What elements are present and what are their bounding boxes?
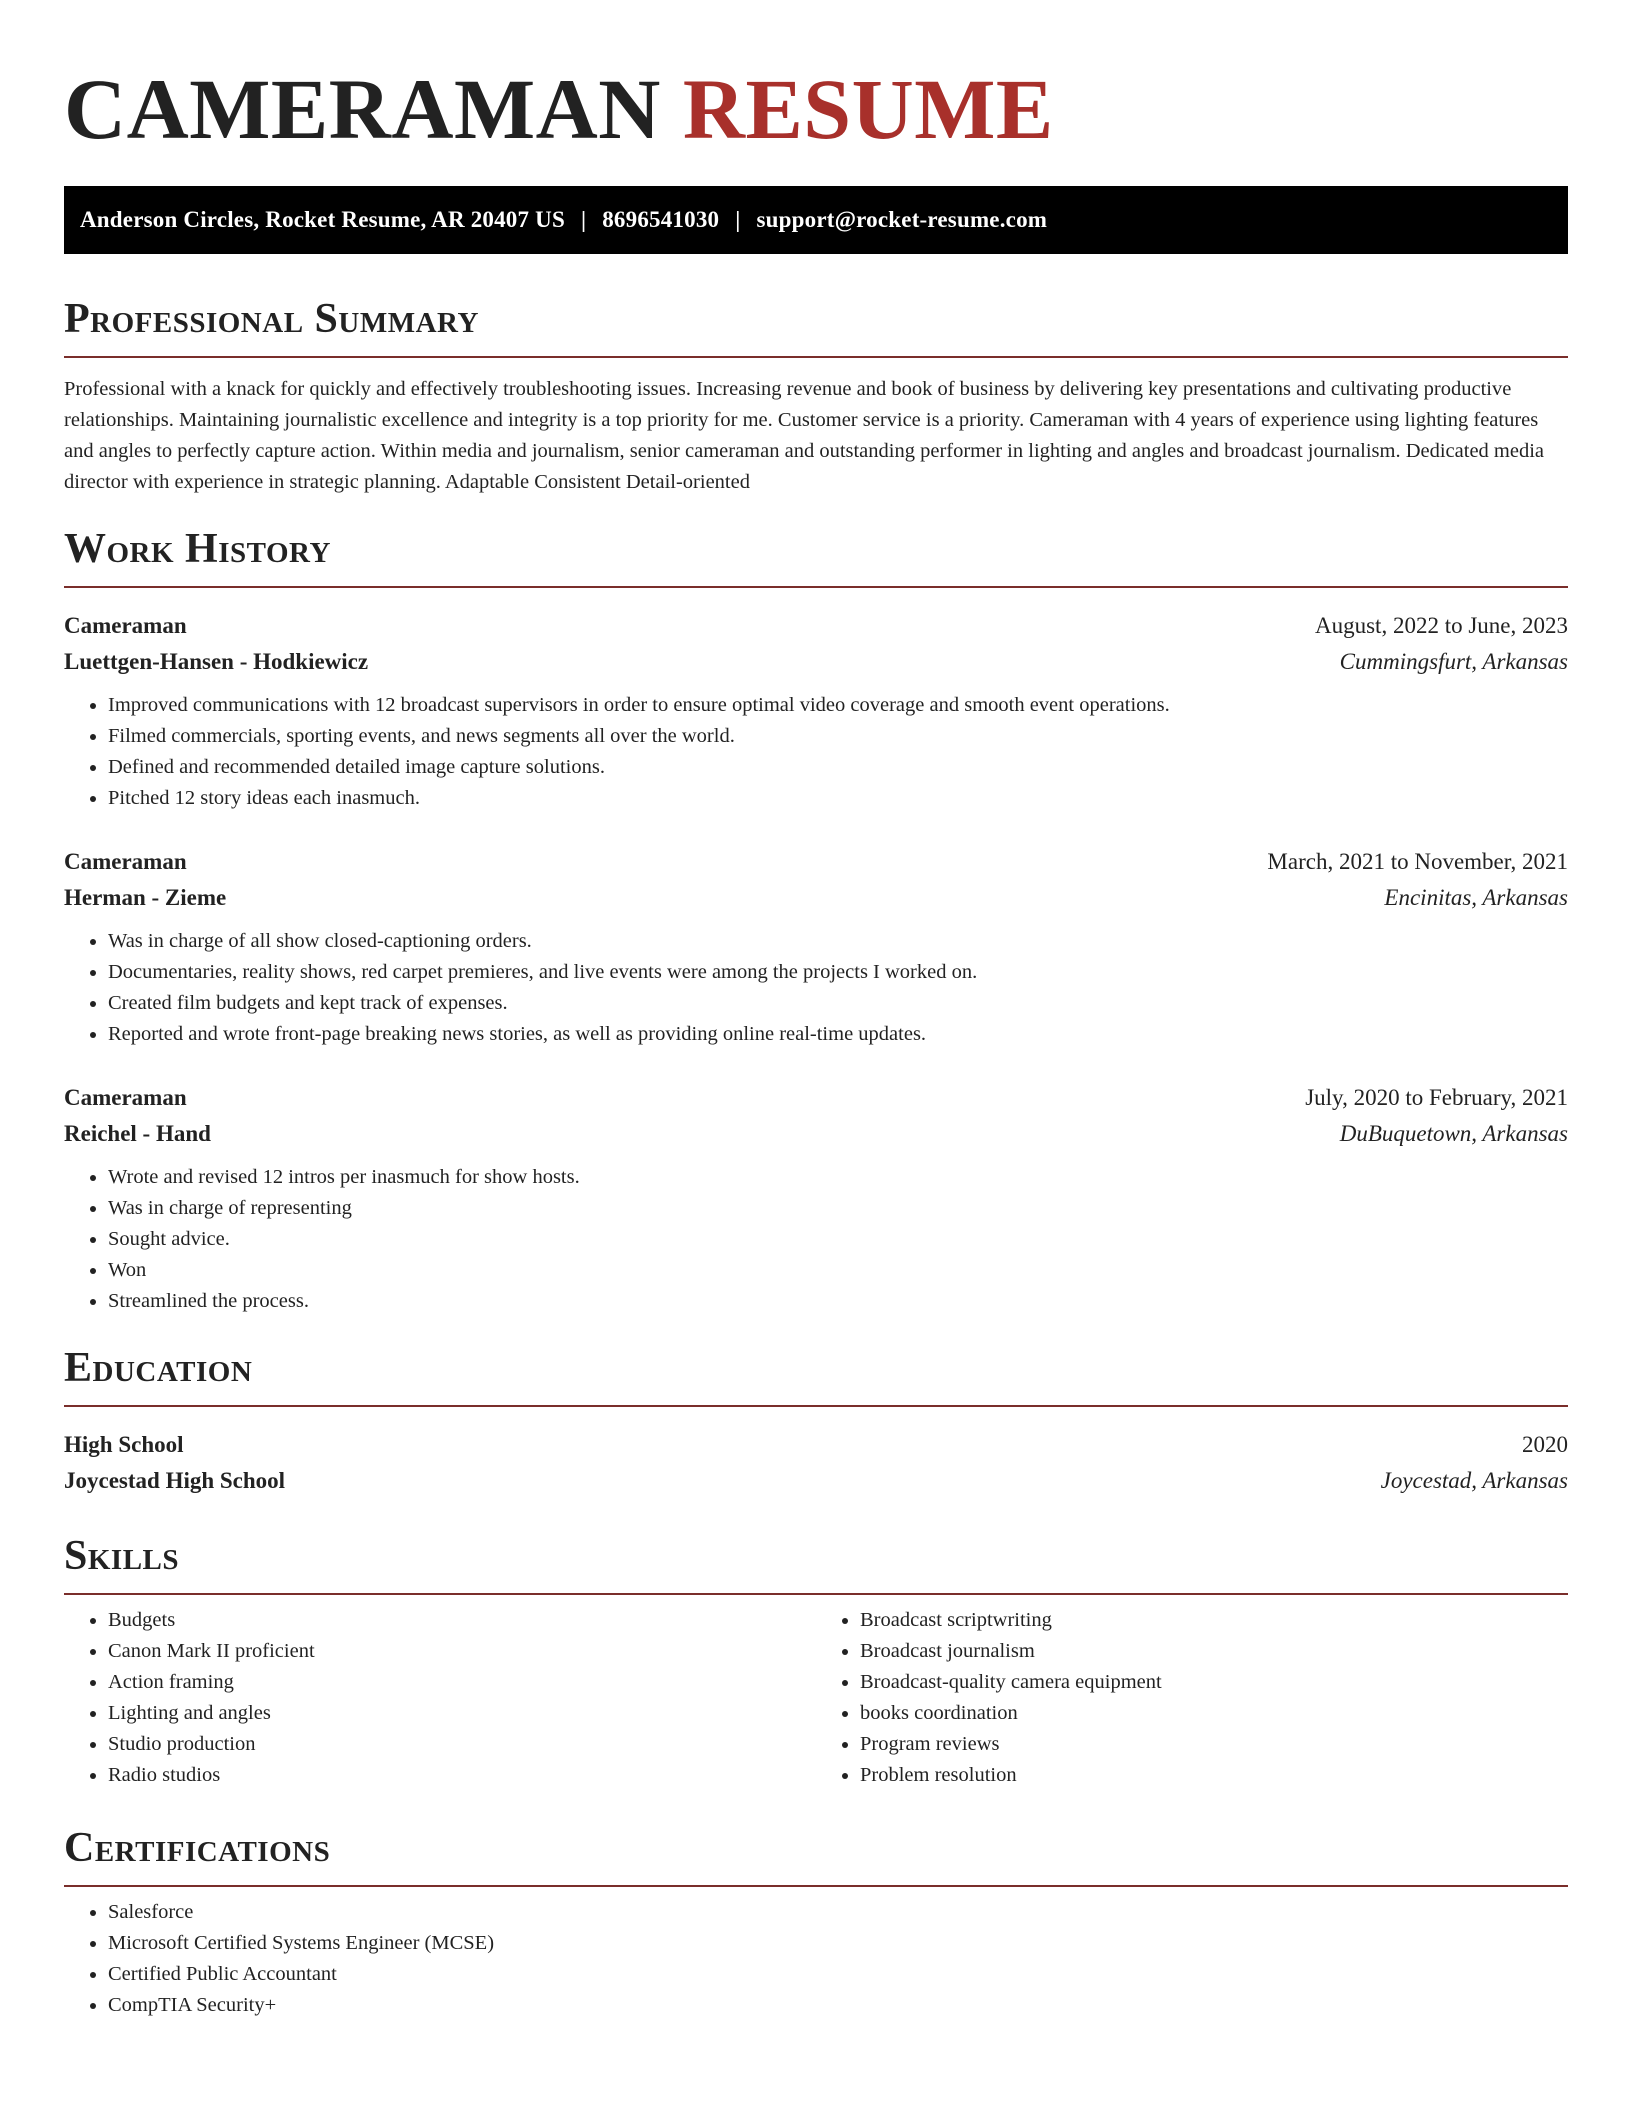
- job-title-row: [64, 844, 1568, 880]
- list-item: • Was in charge of all show closed-captioning orders.: [108, 926, 1568, 957]
- list-item: • Lighting and angles: [108, 1698, 816, 1729]
- certifications-list: [64, 1897, 1568, 2021]
- list-item: • books coordination: [860, 1698, 1568, 1729]
- list-item: • Filmed commercials, sporting events, and news segments all over the world.: [108, 721, 1568, 752]
- education-year: 2020: [1522, 1432, 1568, 1457]
- skills-list-right: [816, 1605, 1568, 1791]
- job-location: Cummingsfurt, Arkansas: [1339, 649, 1568, 674]
- list-item: • Canon Mark II proficient: [108, 1636, 816, 1667]
- list-item: • Won: [108, 1255, 1568, 1286]
- list-item: • Budgets: [108, 1605, 816, 1636]
- education-location: Joycestad, Arkansas: [1380, 1468, 1568, 1493]
- job-company-row: [64, 880, 1568, 916]
- job-company-row: [64, 644, 1568, 680]
- title-accent: RESUME: [682, 61, 1054, 157]
- list-item: • Created film budgets and kept track of expenses.: [108, 988, 1568, 1019]
- job-title: Cameraman: [64, 1085, 187, 1110]
- contact-separator: |: [580, 207, 587, 232]
- list-item: • Salesforce: [108, 1897, 1568, 1928]
- job-company: Luettgen-Hansen - Hodkiewicz: [64, 649, 369, 674]
- job-company-row: [64, 1116, 1568, 1152]
- list-item: • Defined and recommended detailed image capture solutions.: [108, 752, 1568, 783]
- list-item: • Microsoft Certified Systems Engineer (MCSE): [108, 1928, 1568, 1959]
- list-item: • Studio production: [108, 1729, 816, 1760]
- list-item: • CompTIA Security+: [108, 1990, 1568, 2021]
- job-location: Encinitas, Arkansas: [1384, 885, 1568, 910]
- list-item: • Documentaries, reality shows, red carpet premieres, and live events were among the projects I worked on.: [108, 957, 1568, 988]
- job-dates: July, 2020 to February, 2021: [1305, 1085, 1568, 1110]
- certifications-heading: Certifications: [64, 1827, 1568, 1887]
- list-item: • Broadcast scriptwriting: [860, 1605, 1568, 1636]
- list-item: • Action framing: [108, 1667, 816, 1698]
- list-item: • Improved communications with 12 broadcast supervisors in order to ensure optimal video coverage and smooth event operations.: [108, 690, 1568, 721]
- job-bullets: [64, 1162, 1568, 1317]
- certifications-section: [64, 1827, 1568, 2021]
- list-item: • Broadcast journalism: [860, 1636, 1568, 1667]
- education-section: [64, 1347, 1568, 1499]
- list-item: • Streamlined the process.: [108, 1286, 1568, 1317]
- job-title-row: [64, 608, 1568, 644]
- list-item: • Program reviews: [860, 1729, 1568, 1760]
- job-entry: [64, 1080, 1568, 1317]
- job-company: Herman - Zieme: [64, 885, 227, 910]
- education-school-row: [64, 1463, 1568, 1499]
- summary-section: [64, 298, 1568, 498]
- list-item: • Reported and wrote front-page breaking news stories, as well as providing online real-time updates.: [108, 1019, 1568, 1050]
- education-degree-row: [64, 1427, 1568, 1463]
- resume-title: [64, 61, 1568, 157]
- education-degree: High School: [64, 1432, 184, 1457]
- list-item: • Broadcast-quality camera equipment: [860, 1667, 1568, 1698]
- job-dates: August, 2022 to June, 2023: [1315, 613, 1568, 638]
- list-item: • Radio studios: [108, 1760, 816, 1791]
- list-item: • Was in charge of representing: [108, 1193, 1568, 1224]
- work-history-section: [64, 528, 1568, 1317]
- skills-list-left: [64, 1605, 816, 1791]
- summary-heading: Professional Summary: [64, 298, 1568, 358]
- work-history-heading: Work History: [64, 528, 1568, 588]
- contact-bar: [64, 186, 1568, 254]
- contact-email: support@rocket-resume.com: [756, 207, 1048, 232]
- education-school: Joycestad High School: [64, 1468, 286, 1493]
- summary-text: Professional with a knack for quickly and effectively troubleshooting issues. Increasing revenue and book of business by delivering key presentations and cultivating productive relationships. Maintaining journalistic excellence and integrity is a top priority for me. Customer service is a priority. Cameraman with 4 years of experience using lighting features and angles to perfectly capture action. Within media and journalism, senior cameraman and outstanding performer in lighting and angles and broadcast journalism. Dedicated media director with experience in strategic planning. Adaptable Consistent Detail-oriented: [64, 378, 1545, 493]
- contact-separator: |: [735, 207, 741, 232]
- contact-phone: 8696541030: [602, 207, 720, 232]
- education-heading: Education: [64, 1347, 1568, 1407]
- job-bullets: [64, 926, 1568, 1050]
- list-item: • Problem resolution: [860, 1760, 1568, 1791]
- list-item: • Certified Public Accountant: [108, 1959, 1568, 1990]
- skills-section: [64, 1535, 1568, 1791]
- list-item: • Sought advice.: [108, 1224, 1568, 1255]
- education-entry: [64, 1427, 1568, 1499]
- job-title: Cameraman: [64, 849, 187, 874]
- list-item: • Pitched 12 story ideas each inasmuch.: [108, 783, 1568, 814]
- job-company: Reichel - Hand: [64, 1121, 211, 1146]
- job-location: DuBuquetown, Arkansas: [1339, 1121, 1568, 1146]
- contact-address: Anderson Circles, Rocket Resume, AR 20407 US: [80, 207, 565, 232]
- list-item: • Wrote and revised 12 intros per inasmuch for show hosts.: [108, 1162, 1568, 1193]
- job-title: Cameraman: [64, 613, 187, 638]
- job-bullets: [64, 690, 1568, 814]
- job-title-row: [64, 1080, 1568, 1116]
- job-entry: [64, 844, 1568, 1050]
- job-dates: March, 2021 to November, 2021: [1267, 849, 1568, 874]
- job-entry: [64, 608, 1568, 814]
- skills-heading: Skills: [64, 1535, 1568, 1595]
- skills-columns: [64, 1605, 1568, 1791]
- title-main: CAMERAMAN: [64, 61, 661, 157]
